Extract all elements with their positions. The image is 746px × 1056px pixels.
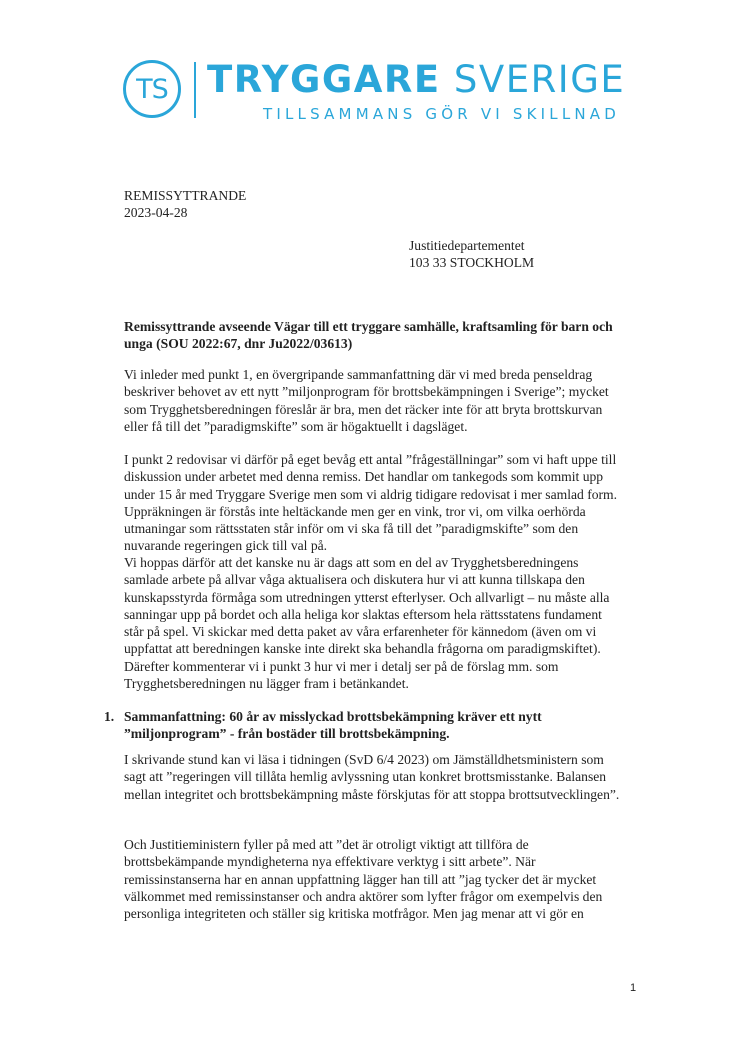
recipient-line-2: 103 33 STOCKHOLM: [409, 255, 535, 271]
logo-name-light: SVERIGE: [453, 58, 626, 101]
logo-divider: [194, 62, 196, 118]
logo-wordmark: [207, 58, 625, 101]
page-number: 1: [630, 982, 637, 994]
section-1-heading: Sammanfattning: 60 år av misslyckad brottsbekämpning kräver ett nytt ”miljonprogram” - från bostäder till brottsbekämpning.: [124, 709, 542, 742]
document-date: 2023-04-28: [124, 205, 188, 221]
logo-tagline: TILLSAMMANS GÖR VI SKILLNAD: [263, 105, 621, 123]
logo-emblem: [123, 60, 181, 118]
document-header: [124, 187, 246, 222]
intro-paragraph-2: I punkt 2 redovisar vi därför på eget bevåg ett antal ”frågeställningar” som vi haft uppe till diskussion under arbetet med denna remiss. Det handlar om tankegods som kommit upp under 15 år med Tryggare Sverige men som vi aldrig tidigare redovisat i mer samlad form. Uppräkningen är förstås inte heltäckande men ger en vink, tror vi, om vilka oerhörda utmaningar som rättsstaten står inför om vi ska få till det ”paradigmskifte” som den nuvarande regeringen gick till val på.: [124, 452, 618, 554]
document-title: Remissyttrande avseende Vägar till ett tryggare samhälle, kraftsamling för barn och unga (SOU 2022:67, dnr Ju2022/03613): [124, 319, 613, 352]
section-1-paragraph-1: I skrivande stund kan vi läsa i tidningen (SvD 6/4 2023) om Jämställdhetsministern som sagt att ”regeringen vill tillåta hemlig avlyssning utan konkret brottsmisstanke. Balansen mellan integritet och brottsbekämpning måste förskjutas för att stoppa brottsutvecklingen”.: [124, 752, 620, 802]
section-1-paragraph-2: Och Justitieministern fyller på med att ”det är otroligt viktigt att tillföra de brottsbekämpande myndigheterna nya effektivare verktyg i sitt arbete”. När remissinstanserna har en annan uppfattning lägger han till att ”jag tycker det är mycket välkommet med remissinstanser och andra aktörer som lyfter frågor om exempelvis den personliga integriteten och ställer sig kritiska motfrågor. Men jag menar att vi gör en: [124, 837, 603, 922]
recipient-line-1: Justitiedepartementet: [409, 238, 525, 253]
intro-paragraph-3: Vi hoppas därför att det kanske nu är dags att som en del av Trygghetsberedningens samlade arbete på allvar våga aktualisera och diskutera hur vi att kunna tillskapa den kunskapsstyrda förmåga som utredningen ytterst efterlyser. Och allvarligt – nu måste alla sanningar upp på bordet och alla heliga kor slaktas eftersom hela rättsstatens fundament står på spel. Vi skickar med detta paket av våra erfarenheter för kännedom (även om vi uppfattat att beredningen kanske inte direkt ska behandla frågorna om paradigmskiftet). Därefter kommenterar vi i punkt 3 hur vi mer i detalj ser på de förslag mm. som Trygghetsberedningen nu lägger fram i betänkandet.: [124, 555, 610, 692]
recipient-address: [409, 237, 534, 272]
document-type: REMISSYTTRANDE: [124, 188, 247, 203]
logo: [123, 58, 626, 130]
logo-name-bold: TRYGGARE: [207, 58, 441, 101]
section-1-number: 1.: [104, 709, 115, 724]
intro-paragraph-1: Vi inleder med punkt 1, en övergripande sammanfattning där vi med breda penseldrag beskriver behovet av ett nytt ”miljonprogram för brottsbekämpningen i Sverige”; mycket som Trygghetsberedningen föreslår är bra, men det räcker inte för att bryta brottskurvan eller få till det ”paradigmskifte” som är högaktuellt i dagsläget.: [124, 367, 609, 434]
logo-initials: TS: [136, 74, 168, 105]
